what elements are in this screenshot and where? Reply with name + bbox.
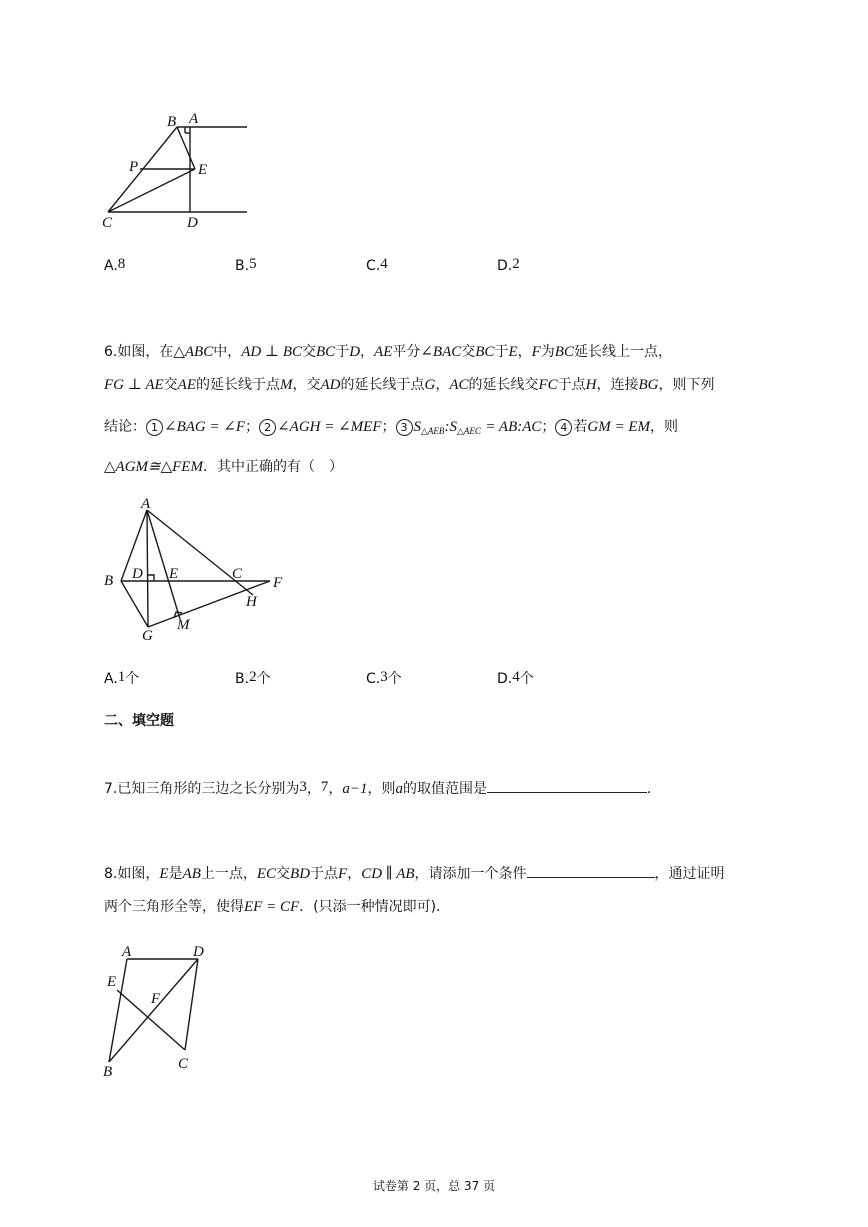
option-letter: B. [235, 671, 250, 687]
q5-options [104, 258, 604, 278]
option-value: 2 [249, 669, 257, 685]
option-unit: 个 [519, 671, 534, 687]
text: 上一点， [200, 866, 257, 882]
subscript: △AEC [456, 426, 481, 436]
option-letter: D. [497, 258, 513, 274]
math: M [279, 377, 293, 393]
text: 是 [168, 866, 183, 882]
question-number: 7. [104, 781, 118, 797]
math: a [395, 781, 403, 797]
q6-line-1 [104, 342, 672, 362]
q6-line-4 [104, 457, 343, 477]
text: ，通过证明 [654, 866, 725, 882]
math: BG [638, 377, 659, 393]
math: G [424, 377, 436, 393]
option-value: 3 [380, 669, 388, 685]
text: 于 [494, 344, 509, 360]
circled-number: 3 [396, 419, 413, 436]
math: △ABC [173, 344, 214, 360]
math: D [349, 344, 361, 360]
text: 的取值范围是 [402, 781, 487, 797]
q8-line-1 [104, 863, 725, 884]
label-F: F [151, 991, 161, 1007]
text: ，则 [650, 419, 679, 435]
text: 的延长线于点 [195, 377, 280, 393]
math: ∠BAG = ∠F [164, 419, 246, 435]
option-letter: D. [497, 671, 513, 687]
question-number: 6. [104, 344, 118, 360]
label-C: C [178, 1056, 189, 1072]
text: 中， [213, 344, 242, 360]
math: BC [475, 344, 495, 360]
text: ， [435, 377, 450, 393]
label-G: G [142, 628, 153, 644]
math: AE [374, 344, 393, 360]
q5-option-d[interactable] [497, 258, 520, 275]
text: 结论： [104, 419, 146, 435]
label-B: B [167, 114, 177, 130]
q7-answer-blank[interactable] [487, 778, 647, 793]
option-unit: 个 [387, 671, 402, 687]
text: 如图， [117, 866, 160, 882]
math: BC [316, 344, 336, 360]
math: AD ⊥ BC [241, 344, 303, 360]
math: F [338, 866, 348, 882]
text: ， [517, 344, 532, 360]
label-E: E [169, 566, 179, 582]
text: 于点 [310, 866, 339, 882]
math: S [413, 419, 422, 435]
math: BC [554, 344, 574, 360]
text: ．其中正确的有（ ） [202, 459, 343, 475]
text: ， [347, 866, 362, 882]
label-D: D [132, 566, 143, 582]
math: △AGM≅△FEM [104, 459, 203, 475]
math: ∠AGH = ∠MEF [277, 419, 382, 435]
q6-line-2 [104, 375, 715, 395]
q5-option-b[interactable] [235, 258, 257, 275]
text: ； [245, 419, 260, 435]
math: AD [320, 377, 341, 393]
math: EC [256, 866, 277, 882]
text: ； [541, 419, 556, 435]
option-value: 4 [380, 256, 388, 272]
text: ，连接 [596, 377, 639, 393]
option-value: 4 [512, 669, 520, 685]
option-letter: C. [366, 671, 381, 687]
label-E: E [107, 974, 117, 990]
q6-figure [95, 495, 295, 645]
math: AB [182, 866, 201, 882]
text: 于 [335, 344, 350, 360]
label-B: B [103, 1064, 113, 1080]
math: : [444, 419, 450, 435]
text: ，请添加一个条件 [414, 866, 527, 882]
math: S [449, 419, 457, 435]
text: ； [381, 419, 396, 435]
text: 若 [573, 419, 588, 435]
option-value: 5 [249, 256, 257, 272]
q6-option-b[interactable] [235, 668, 271, 688]
text: 为 [540, 344, 555, 360]
math: E [508, 344, 518, 360]
text: 交 [276, 866, 291, 882]
text: 交 [163, 377, 178, 393]
label-A: A [122, 944, 132, 960]
option-letter: C. [366, 258, 381, 274]
question-number: 8. [104, 866, 118, 882]
math: EF = CF [244, 899, 300, 915]
math: F [531, 344, 541, 360]
q8-figure [95, 940, 225, 1080]
text: 如图，在 [117, 344, 174, 360]
math: ∠BAC [420, 344, 462, 360]
label-H: H [246, 594, 257, 610]
text: 的延长线于点 [340, 377, 425, 393]
math: H [585, 377, 597, 393]
text: ， [328, 781, 343, 797]
option-unit: 个 [256, 671, 271, 687]
q6-options [104, 668, 604, 688]
q6-option-d[interactable] [497, 668, 534, 688]
math: AC [449, 377, 469, 393]
math: = AB:AC [485, 419, 542, 435]
q7-line-1 [104, 778, 661, 799]
label-P: P [129, 159, 139, 175]
text: ， [360, 344, 375, 360]
number: 7 [320, 779, 329, 795]
text: ．(只添一种情况即可)． [299, 899, 451, 915]
label-F: F [273, 575, 283, 591]
text: 的延长线交 [468, 377, 539, 393]
text: 平分 [392, 344, 421, 360]
q8-answer-blank[interactable] [527, 863, 655, 878]
q5-figure [95, 105, 265, 240]
q8-line-2 [104, 897, 450, 917]
math: GM = EM [587, 419, 651, 435]
label-C: C [102, 215, 113, 231]
q6-line-3 [104, 417, 678, 441]
text: ，则下列 [658, 377, 715, 393]
label-M: M [177, 617, 190, 633]
option-unit: 个 [125, 671, 140, 687]
text: ，交 [292, 377, 321, 393]
text: 延长线上一点， [573, 344, 672, 360]
circled-number: 2 [259, 419, 276, 436]
option-value: 1 [117, 669, 126, 685]
q6-option-a[interactable] [104, 668, 139, 688]
math: CD ∥ AB [361, 866, 415, 882]
circled-number: 4 [555, 419, 572, 436]
text: 两个三角形全等，使得 [104, 899, 244, 915]
math: E [159, 866, 169, 882]
subscript: △AEB [421, 426, 445, 436]
number: 3 [299, 779, 307, 795]
option-letter: A. [104, 258, 118, 274]
text: ． [646, 781, 661, 797]
q5-option-a[interactable] [104, 258, 125, 275]
text: ， [306, 781, 321, 797]
label-C: C [232, 566, 243, 582]
math: BD [290, 866, 311, 882]
option-letter: A. [104, 671, 118, 687]
page-footer: 试卷第 2 页，总 37 页 [372, 1179, 496, 1193]
q5-option-c[interactable] [366, 258, 388, 275]
text: ，则 [367, 781, 396, 797]
label-A: A [141, 496, 151, 512]
q6-option-c[interactable] [366, 668, 402, 688]
option-value: 8 [117, 256, 126, 272]
label-E: E [198, 162, 208, 178]
label-D: D [193, 944, 204, 960]
section-title: 二、填空题 [104, 713, 174, 729]
math: AE [177, 377, 196, 393]
text: 已知三角形的三边之长分别为 [117, 781, 300, 797]
label-A: A [189, 111, 199, 127]
math: FG ⊥ AE [104, 377, 164, 393]
text: 交 [461, 344, 476, 360]
text: 于点 [557, 377, 586, 393]
text: 交 [302, 344, 317, 360]
option-value: 2 [512, 256, 520, 272]
math: a−1 [342, 781, 368, 797]
math: FC [538, 377, 558, 393]
label-D: D [187, 215, 198, 231]
circled-number: 1 [146, 419, 163, 436]
label-B: B [104, 573, 114, 589]
option-letter: B. [235, 258, 250, 274]
